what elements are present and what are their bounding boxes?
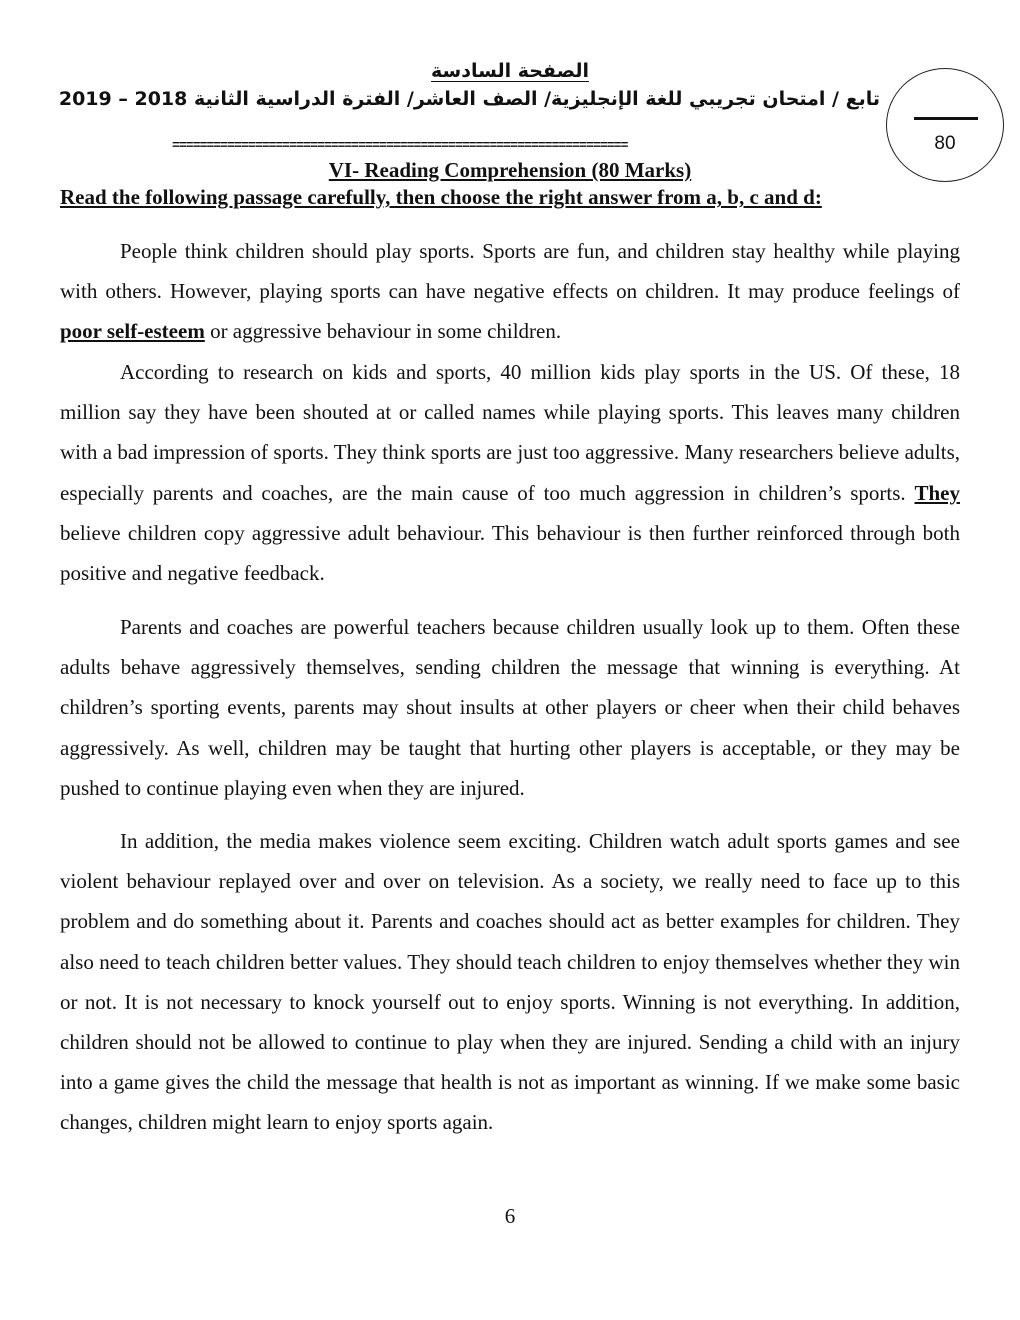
- section-title: VI- Reading Comprehension (80 Marks): [328, 158, 692, 182]
- arabic-exam-line: تابع / امتحان تجريبي للغة الإنجليزية/ الصف العاشر/ الفترة الدراسية الثانية 2018 – 2019: [58, 88, 880, 110]
- arabic-page-title: [0, 60, 1020, 82]
- passage-paragraph-2: [60, 352, 960, 593]
- passage-paragraph-1: [60, 231, 960, 352]
- p3-text: Parents and coaches are powerful teachers because children usually look up to them. Often these adults behave aggressively themselves, sending children the message that winning is everything. At children’s sporting events, parents may shout insults at other players or cheer when their child behaves aggressively. As well, children may be taught that hurting other players is acceptable, or they may be pushed to continue playing even when they are injured.: [60, 615, 960, 800]
- page-number: 6: [504, 1204, 516, 1228]
- p4-text: In addition, the media makes violence seem exciting. Children watch adult sports games and see violent behaviour replayed over and over on television. As a society, we really need to face up to this problem and do something about it. Parents and coaches should act as better examples for children. They also need to teach children better values. They should teach children to enjoy themselves whether they win or not. It is not necessary to knock yourself out to enjoy sports. Winning is not everything. In addition, children should not be allowed to continue to play when they are injured. Sending a child with an injury into a game gives the child the message that health is not as important as winning. If we make some basic changes, children might learn to enjoy sports again.: [60, 829, 960, 1135]
- highlight-poor-self-esteem: poor self-esteem: [60, 319, 205, 344]
- highlight-they: They: [914, 480, 960, 505]
- arabic-page-title-text: الصفحة السادسة: [431, 60, 589, 82]
- instruction: Read the following passage carefully, then choose the right answer from a, b, c and d:: [60, 185, 822, 209]
- passage-paragraph-4: [60, 821, 960, 1143]
- score-blank-line: [914, 117, 978, 120]
- p2-text-before: According to research on kids and sports, 40 million kids play sports in the US. Of these, 18 million say they have been shouted at or called names while playing sports. This leaves many children with a bad impression of sports. They think sports are just too aggressive. Many researchers believe adults, especially parents and coaches, are the main cause of too much aggression in children’s sports.: [60, 360, 960, 505]
- passage-paragraph-3: [60, 607, 960, 808]
- score-total: 80: [934, 133, 956, 154]
- p2-text-after: believe children copy aggressive adult behaviour. This behaviour is then further reinforced through both positive and negative feedback.: [60, 520, 960, 586]
- separator-line: ==================================================================: [172, 138, 628, 153]
- p1-text-after: or aggressive behaviour in some children.: [204, 319, 562, 344]
- p1-text-before: People think children should play sports. Sports are fun, and children stay healthy while playing with others. However, playing sports can have negative effects on children. It may produce feelings of: [60, 239, 960, 304]
